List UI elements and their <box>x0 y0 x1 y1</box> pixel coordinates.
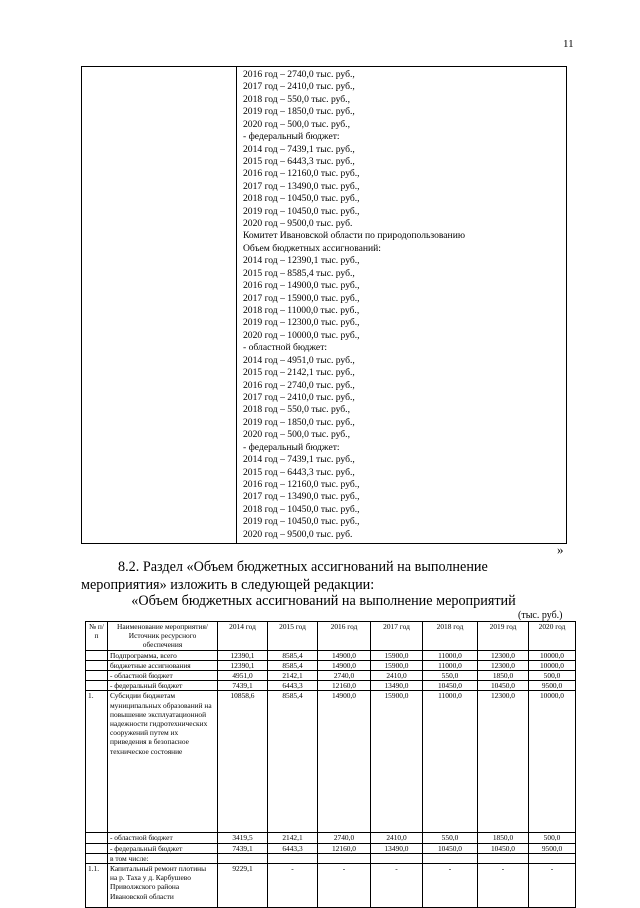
header-2017: 2017 год <box>371 622 423 651</box>
row-value: 11000,0 <box>423 691 478 833</box>
row-number <box>86 843 108 853</box>
row-value: 12160,0 <box>318 681 371 691</box>
header-2016: 2016 год <box>318 622 371 651</box>
funding-line: 2016 год – 2740,0 тыс. руб., <box>243 379 355 391</box>
row-value: 11000,0 <box>423 660 478 670</box>
header-2014: 2014 год <box>218 622 268 651</box>
row-value <box>423 853 478 863</box>
funding-line: - федеральный бюджет: <box>243 441 340 453</box>
row-value: 14900,0 <box>318 660 371 670</box>
row-value: 1850,0 <box>478 671 529 681</box>
row-value: 9229,1 <box>218 864 268 908</box>
funding-line: 2017 год – 2410,0 тыс. руб., <box>243 391 355 403</box>
funding-line: 2016 год – 2740,0 тыс. руб., <box>243 69 355 80</box>
funding-line: Комитет Ивановской области по природопользованию <box>243 230 465 242</box>
row-value: 10450,0 <box>423 843 478 853</box>
row-value: 12160,0 <box>318 843 371 853</box>
funding-line: 2020 год – 9500,0 тыс. руб. <box>243 528 353 540</box>
row-value: 3419,5 <box>218 833 268 843</box>
row-value: 12300,0 <box>478 691 529 833</box>
row-value: 6443,3 <box>268 681 318 691</box>
row-value: 12300,0 <box>478 660 529 670</box>
row-value: 2142,1 <box>268 833 318 843</box>
row-value: 10858,6 <box>218 691 268 833</box>
header-2018: 2018 год <box>423 622 478 651</box>
section-line-2: мероприятия» изложить в следующей редакции: <box>81 577 375 593</box>
row-name: - федеральный бюджет <box>108 681 218 691</box>
row-name: - областной бюджет <box>108 833 218 843</box>
row-value <box>318 853 371 863</box>
row-value: 1850,0 <box>478 833 529 843</box>
funding-continuation-table <box>81 66 567 544</box>
row-value: 13490,0 <box>371 681 423 691</box>
table-caption: «Объем бюджетных ассигнований на выполнение мероприятий <box>131 593 516 609</box>
row-value <box>268 853 318 863</box>
table-row <box>86 843 576 853</box>
funding-line: 2014 год – 7439,1 тыс. руб., <box>243 454 355 466</box>
funding-line: 2014 год – 4951,0 тыс. руб., <box>243 354 355 366</box>
funding-line: 2017 год – 13490,0 тыс. руб., <box>243 491 360 503</box>
row-value: 8585,4 <box>268 650 318 660</box>
row-number <box>86 853 108 863</box>
funding-line: 2017 год – 13490,0 тыс. руб., <box>243 180 360 192</box>
row-value: 9500,0 <box>529 843 576 853</box>
row-value: 14900,0 <box>318 691 371 833</box>
row-value <box>478 853 529 863</box>
table-row <box>86 864 576 908</box>
row-value: 550,0 <box>423 833 478 843</box>
table-body <box>86 650 576 907</box>
row-value: 2142,1 <box>268 671 318 681</box>
row-name: бюджетные ассигнования <box>108 660 218 670</box>
row-value: 15900,0 <box>371 660 423 670</box>
row-name: - областной бюджет <box>108 671 218 681</box>
row-value: 15900,0 <box>371 691 423 833</box>
header-name: Наименование мероприятия/Источник ресурсного обеспечения <box>108 622 218 651</box>
row-name: - федеральный бюджет <box>108 843 218 853</box>
row-value: 10000,0 <box>529 660 576 670</box>
funding-line: - федеральный бюджет: <box>243 131 340 143</box>
row-value: - <box>423 864 478 908</box>
row-value: 500,0 <box>529 671 576 681</box>
row-value: 10450,0 <box>478 843 529 853</box>
row-value: 2740,0 <box>318 671 371 681</box>
row-name: в том числе: <box>108 853 218 863</box>
funding-line: 2018 год – 11000,0 тыс. руб., <box>243 305 360 317</box>
funding-line: 2018 год – 550,0 тыс. руб., <box>243 93 350 105</box>
row-number <box>86 650 108 660</box>
funding-line: 2020 год – 10000,0 тыс. руб., <box>243 329 360 341</box>
funding-line: 2016 год – 14900,0 тыс. руб., <box>243 280 360 292</box>
section-line-1: 8.2. Раздел «Объем бюджетных ассигнований на выполнение <box>118 559 488 575</box>
row-value: - <box>268 864 318 908</box>
row-value: 550,0 <box>423 671 478 681</box>
page-number: 11 <box>563 38 574 50</box>
row-number <box>86 671 108 681</box>
funding-line: 2020 год – 9500,0 тыс. руб. <box>243 218 353 230</box>
funding-lines <box>243 69 566 541</box>
row-value: 2410,0 <box>371 833 423 843</box>
row-value: 12300,0 <box>478 650 529 660</box>
row-value: 10450,0 <box>478 681 529 691</box>
row-value: 500,0 <box>529 833 576 843</box>
funding-line: 2015 год – 6443,3 тыс. руб., <box>243 466 355 478</box>
funding-line: 2014 год – 12390,1 тыс. руб., <box>243 255 360 267</box>
funding-line: 2018 год – 550,0 тыс. руб., <box>243 404 350 416</box>
table-row <box>86 833 576 843</box>
funding-line: 2019 год – 1850,0 тыс. руб., <box>243 106 355 118</box>
row-value: 10450,0 <box>423 681 478 691</box>
row-value: 11000,0 <box>423 650 478 660</box>
row-number <box>86 681 108 691</box>
row-value: - <box>371 864 423 908</box>
row-name: Подпрограмма, всего <box>108 650 218 660</box>
row-value: 8585,4 <box>268 660 318 670</box>
row-value: 7439,1 <box>218 681 268 691</box>
funding-line: 2015 год – 8585,4 тыс. руб., <box>243 267 355 279</box>
funding-line: 2020 год – 500,0 тыс. руб., <box>243 429 350 441</box>
row-name: Капитальный ремонт плотины на р. Таха у д. Карбушево Приволжского района Ивановской области <box>108 864 218 908</box>
row-name: Субсидии бюджетам муниципальных образований на повышение эксплуатационной надежности гидротехнических сооружений путем их приведения в безопасное техническое состояние <box>108 691 218 833</box>
row-value: 12390,1 <box>218 660 268 670</box>
row-value: 7439,1 <box>218 843 268 853</box>
row-number: 1. <box>86 691 108 833</box>
section-paragraph <box>81 558 566 594</box>
funding-line: 2019 год – 12300,0 тыс. руб., <box>243 317 360 329</box>
table-row <box>86 691 576 833</box>
funding-line: 2019 год – 10450,0 тыс. руб., <box>243 205 360 217</box>
budget-allocations-table <box>85 621 576 908</box>
funding-line: 2019 год – 10450,0 тыс. руб., <box>243 516 360 528</box>
row-value: 4951,0 <box>218 671 268 681</box>
header-2015: 2015 год <box>268 622 318 651</box>
funding-line: 2016 год – 12160,0 тыс. руб., <box>243 478 360 490</box>
row-number <box>86 833 108 843</box>
funding-line: 2018 год – 10450,0 тыс. руб., <box>243 193 360 205</box>
funding-line: 2018 год – 10450,0 тыс. руб., <box>243 503 360 515</box>
funding-text-cell <box>237 67 567 544</box>
row-value: 2410,0 <box>371 671 423 681</box>
header-2019: 2019 год <box>478 622 529 651</box>
row-value: 15900,0 <box>371 650 423 660</box>
row-value <box>529 853 576 863</box>
header-num: № п/п <box>86 622 108 651</box>
table-row <box>86 853 576 863</box>
row-value: - <box>529 864 576 908</box>
row-value: 9500,0 <box>529 681 576 691</box>
funding-line: 2020 год – 500,0 тыс. руб., <box>243 118 350 130</box>
table-header-row <box>86 622 576 651</box>
funding-line: Объем бюджетных ассигнований: <box>243 242 381 254</box>
funding-line: 2017 год – 2410,0 тыс. руб., <box>243 81 355 93</box>
units-label: (тыс. руб.) <box>518 610 563 621</box>
table-row <box>86 650 576 660</box>
row-value: 6443,3 <box>268 843 318 853</box>
row-value: 10000,0 <box>529 650 576 660</box>
empty-label-cell <box>82 67 237 544</box>
row-value: - <box>318 864 371 908</box>
row-value: 12390,1 <box>218 650 268 660</box>
row-value: 8585,4 <box>268 691 318 833</box>
row-number <box>86 660 108 670</box>
header-2020: 2020 год <box>529 622 576 651</box>
row-number: 1.1. <box>86 864 108 908</box>
closing-quote: » <box>557 542 564 557</box>
row-value <box>218 853 268 863</box>
funding-line: 2016 год – 12160,0 тыс. руб., <box>243 168 360 180</box>
funding-line: 2015 год – 2142,1 тыс. руб., <box>243 367 355 379</box>
row-value: 2740,0 <box>318 833 371 843</box>
table-row <box>86 681 576 691</box>
funding-line: - областной бюджет: <box>243 342 328 354</box>
funding-line: 2019 год – 1850,0 тыс. руб., <box>243 416 355 428</box>
row-value: 14900,0 <box>318 650 371 660</box>
table-row <box>86 671 576 681</box>
funding-line: 2014 год – 7439,1 тыс. руб., <box>243 143 355 155</box>
row-value: 10000,0 <box>529 691 576 833</box>
funding-line: 2017 год – 15900,0 тыс. руб., <box>243 292 360 304</box>
table-row <box>86 660 576 670</box>
row-value: 13490,0 <box>371 843 423 853</box>
row-value <box>371 853 423 863</box>
row-value: - <box>478 864 529 908</box>
funding-line: 2015 год – 6443,3 тыс. руб., <box>243 155 355 167</box>
